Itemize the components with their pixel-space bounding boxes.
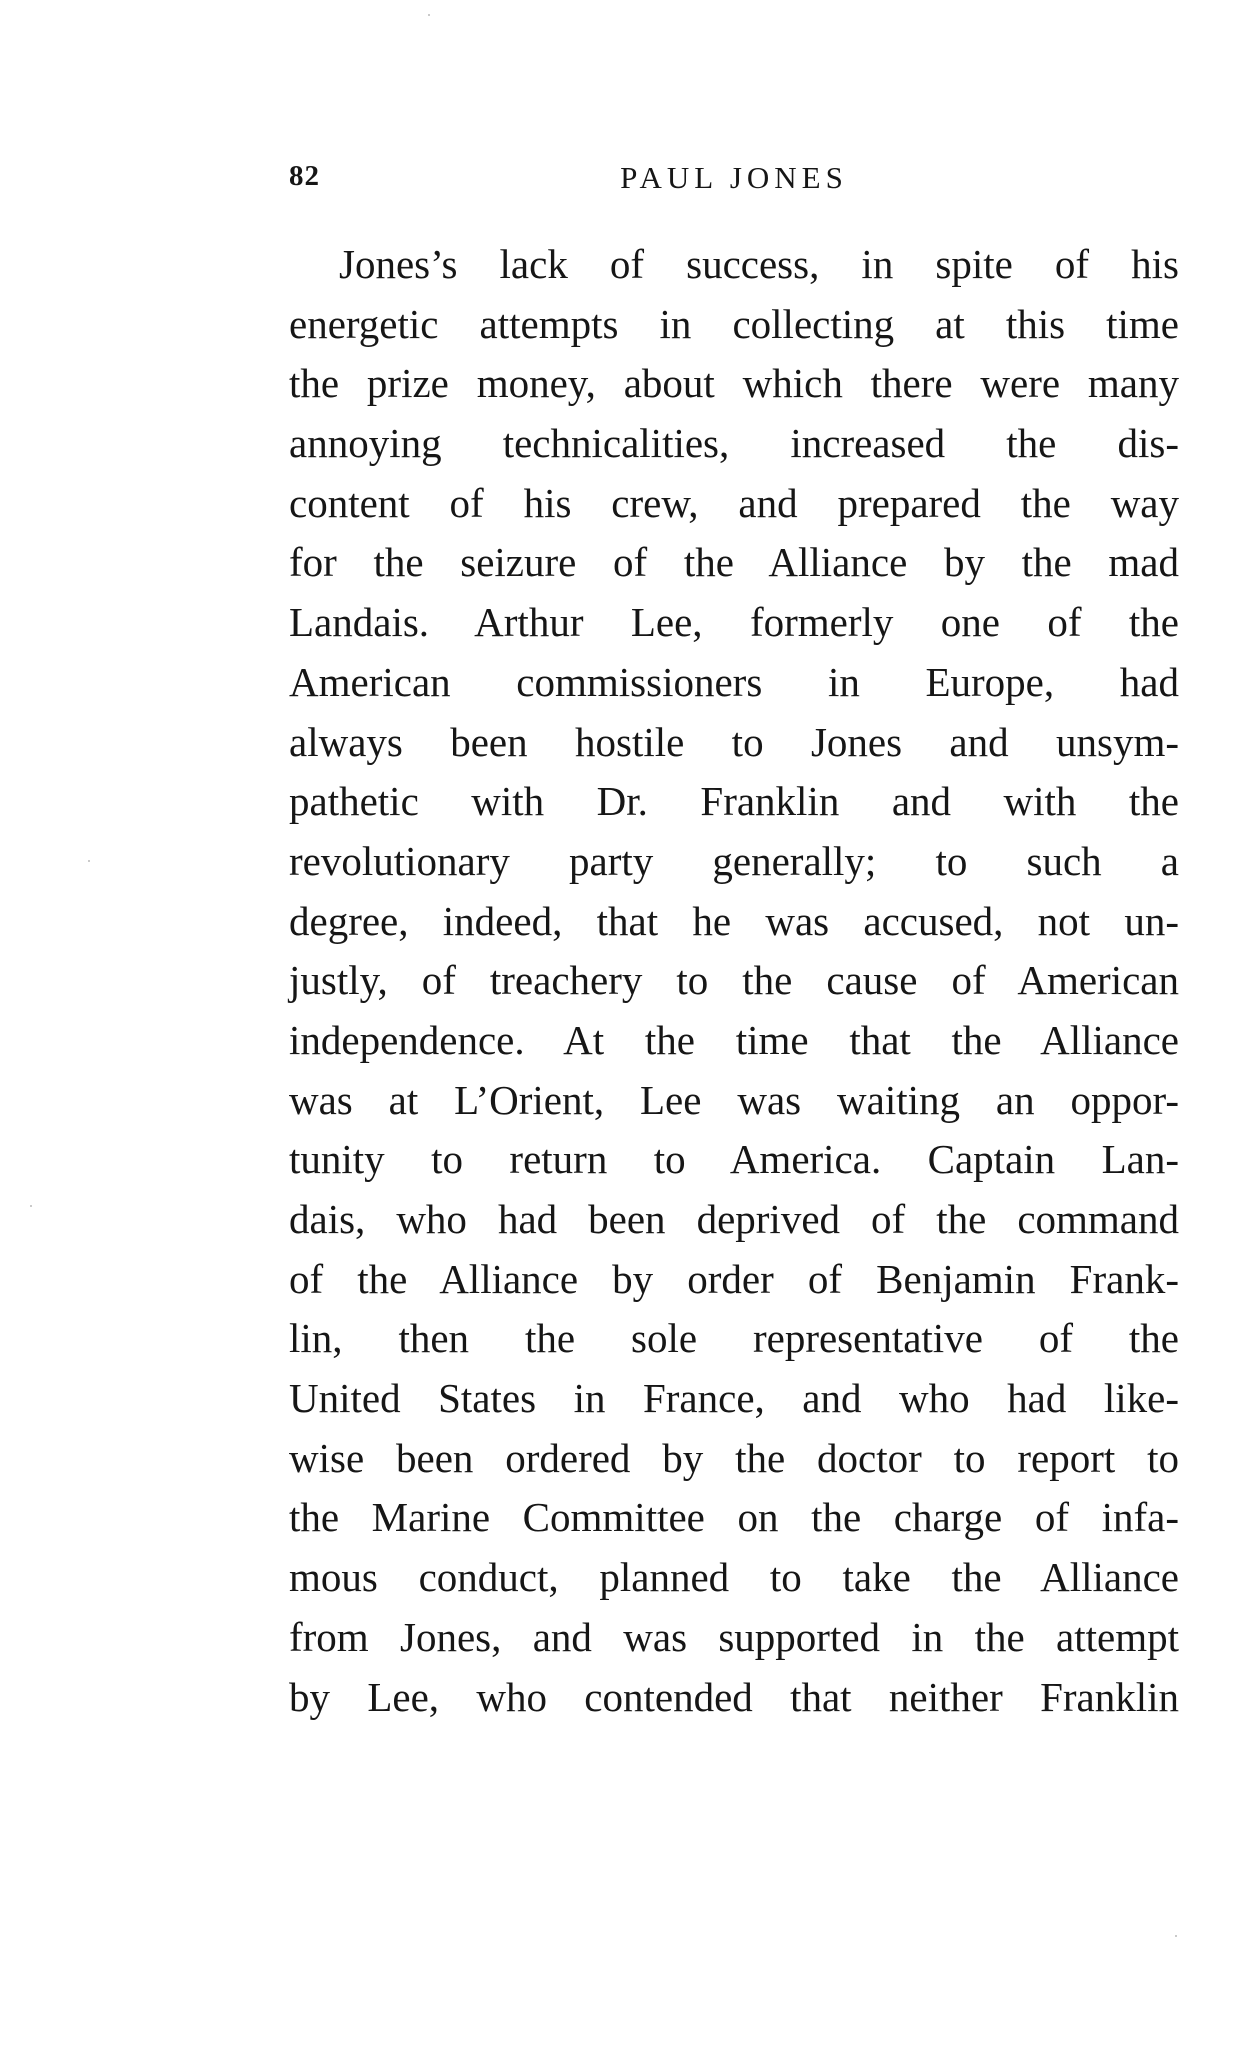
text-line: dais, who had been deprived of the command bbox=[289, 1196, 1179, 1242]
text-line: degree, indeed, that he was accused, not un- bbox=[289, 897, 1179, 944]
text-line: justly, of treachery to the cause of American bbox=[289, 957, 1179, 1004]
text-line: Landais. Arthur Lee, formerly one of the bbox=[289, 599, 1179, 646]
text-line: wise been ordered by the doctor to report to bbox=[289, 1434, 1179, 1481]
text-line: from Jones, and was supported in the attempt bbox=[289, 1613, 1179, 1660]
page-number: 82 bbox=[289, 160, 320, 192]
text-line: for the seizure of the Alliance by the mad bbox=[289, 539, 1179, 586]
text-line: of the Alliance by order of Benjamin Frank- bbox=[289, 1255, 1179, 1302]
paper-speck bbox=[428, 14, 430, 16]
text-line: Jones’s lack of success, in spite of his bbox=[339, 241, 1179, 287]
text-line: content of his crew, and prepared the way bbox=[289, 479, 1179, 526]
text-line: revolutionary party generally; to such a bbox=[289, 837, 1179, 884]
text-line: always been hostile to Jones and unsym- bbox=[289, 718, 1179, 765]
body-text bbox=[289, 235, 1179, 1727]
text-line: mous conduct, planned to take the Alliance bbox=[289, 1554, 1179, 1601]
text-line: by Lee, who contended that neither Franklin bbox=[289, 1673, 1179, 1720]
text-line: pathetic with Dr. Franklin and with the bbox=[289, 778, 1179, 825]
text-line: energetic attempts in collecting at this time bbox=[289, 300, 1179, 347]
text-line: the Marine Committee on the charge of infa- bbox=[289, 1494, 1179, 1541]
text-line: the prize money, about which there were many bbox=[289, 360, 1179, 407]
text-line: annoying technicalities, increased the dis- bbox=[289, 420, 1179, 467]
text-line: was at L’Orient, Lee was waiting an oppor- bbox=[289, 1076, 1179, 1123]
running-head bbox=[289, 160, 1179, 206]
text-line: independence. At the time that the Alliance bbox=[289, 1016, 1179, 1063]
text-line: tunity to return to America. Captain Lan- bbox=[289, 1136, 1179, 1183]
text-line: United States in France, and who had like- bbox=[289, 1375, 1179, 1422]
running-title: PAUL JONES bbox=[620, 160, 848, 195]
paper-speck bbox=[88, 860, 90, 862]
text-line: lin, then the sole representative of the bbox=[289, 1315, 1179, 1362]
paper-speck bbox=[30, 1205, 32, 1207]
text-line: American commissioners in Europe, had bbox=[289, 658, 1179, 705]
paper-speck bbox=[1175, 1935, 1177, 1937]
